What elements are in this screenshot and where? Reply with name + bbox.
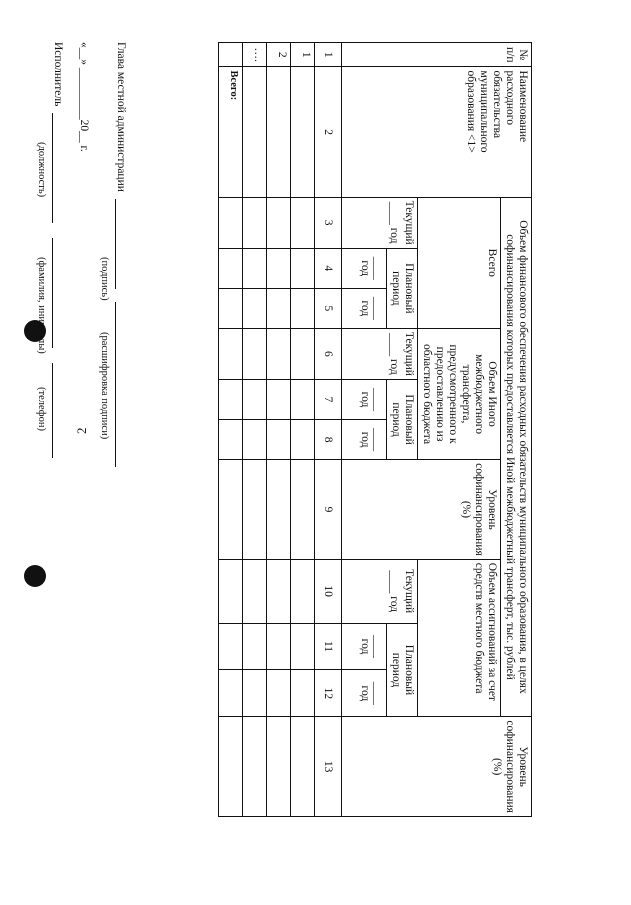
current-year: ____ год: [388, 201, 400, 244]
column-index: 10: [315, 559, 342, 623]
current-year: ____ год: [388, 570, 400, 612]
current-year: ____ год: [388, 333, 400, 375]
header-plan: Плановый период: [387, 623, 418, 717]
rotated-sheet: [32, 42, 532, 902]
header-cofin-level-1: Уровень софинансирования (%): [342, 460, 501, 560]
header-local: Объем ассигнований за счет средств местного бюджета: [418, 559, 501, 717]
column-index: 3: [315, 197, 342, 248]
current-label: Текущий: [403, 569, 415, 614]
header-current: [342, 197, 418, 248]
header-name: Наименование расходного обязательства муниципального образования <1>: [342, 67, 532, 197]
header-current: [342, 559, 418, 623]
row-number: ….: [243, 43, 267, 67]
column-index: 4: [315, 248, 342, 288]
date-line: «__» _________20__ г.: [78, 42, 90, 152]
column-index: 13: [315, 717, 342, 817]
header-current: [342, 328, 418, 379]
header-cofin-level-2: Уровень софинансирования (%): [342, 717, 532, 817]
total-label: Всего:: [219, 67, 243, 197]
column-index: 5: [315, 288, 342, 328]
name-caption: (фамилия, инициалы): [36, 257, 47, 354]
position-caption: (должность): [36, 142, 47, 198]
executor-label: Исполнитель: [52, 42, 64, 107]
table-row: [291, 43, 315, 817]
executor-line: [36, 42, 64, 458]
row-number: 1: [291, 43, 315, 67]
column-index: 11: [315, 623, 342, 670]
phone-caption: (телефон): [36, 387, 47, 431]
page-number: 2: [74, 427, 89, 434]
total-row: [219, 43, 243, 817]
decode-caption: (расшифровка подписи): [99, 332, 110, 440]
table-row: [267, 43, 291, 817]
column-index: 12: [315, 670, 342, 717]
header-plan: Плановый период: [387, 248, 418, 328]
plan-year: ____ год: [342, 248, 387, 288]
column-index-row: [315, 43, 342, 817]
plan-year: ____ год: [342, 623, 387, 670]
plan-year: ____ год: [342, 379, 387, 419]
header-transfer: Объем Иного межбюджетного трансферта, предусмотренного к предоставлению из областного бюджета: [418, 328, 501, 459]
plan-year: ____ год: [342, 670, 387, 717]
header-no: № п/п: [342, 43, 532, 67]
financing-table: [218, 42, 532, 817]
plan-year: ____ год: [342, 288, 387, 328]
row-number: 2: [267, 43, 291, 67]
current-label: Текущий: [403, 200, 415, 245]
column-index: 7: [315, 379, 342, 419]
column-index: 1: [315, 43, 342, 67]
column-index: 2: [315, 67, 342, 197]
column-index: 9: [315, 460, 342, 560]
header-plan: Плановый период: [387, 379, 418, 459]
header-total: Всего: [418, 197, 501, 328]
current-label: Текущий: [403, 331, 415, 376]
header-group: Объем финансового обеспечения расходных обязательств муниципального образования, в целях софинансирования которых предоставляется Иной межбюджетный трансферт, тыс. рублей: [501, 197, 532, 717]
head-label: Глава местной администрации: [115, 42, 127, 192]
table-row: [243, 43, 267, 817]
plan-year: ____ год: [342, 420, 387, 460]
head-signature-line: [99, 42, 127, 467]
column-index: 6: [315, 328, 342, 379]
column-index: 8: [315, 420, 342, 460]
sign-caption: (подпись): [99, 257, 110, 301]
